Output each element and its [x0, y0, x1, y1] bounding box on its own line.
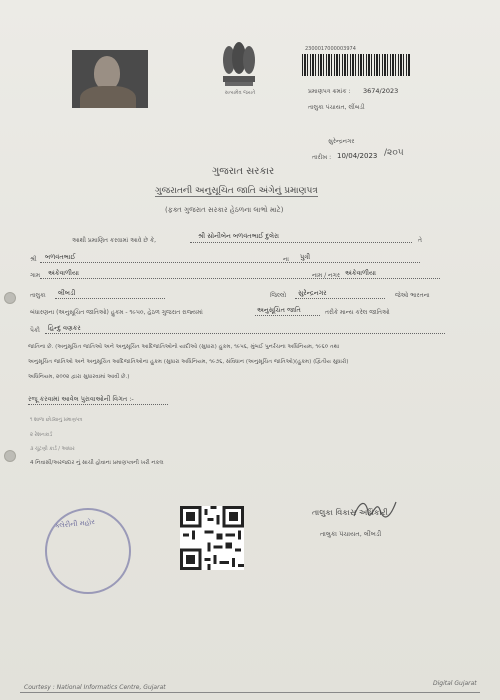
gov-title: ગુજરાત સરકાર	[212, 166, 275, 177]
village-label: ગામ	[30, 272, 41, 279]
caste-label: પૈકી	[30, 327, 40, 334]
paragraph-line: અધિનિયમ, ૨૦૦૨ દ્વારા સુધારવામાં આવી છે.)	[28, 374, 130, 380]
officer-office: તાલુકા પંચાયત, લીંબડી	[320, 530, 382, 538]
barcode-number: 2300017000003974	[305, 46, 356, 52]
date-value: 10/04/2023	[337, 152, 378, 160]
document-item: 4 નિવાસી/અરજદાર નું સાચી હોવાના પ્રમાણપત્રની ખરી નકલ	[30, 460, 164, 466]
name-suffix: તે	[418, 237, 422, 244]
legal-paragraph	[28, 340, 478, 385]
paragraph-line: અનુસૂચિત જાતિઓ અને અનુસૂચિત આદિજાતિઓના હુકમ (સુધારા અધિનિયમ, ૧૯૭૬, સંવિધાન (અનુસૂચિત જાતિઓ)(હુકમ) (દ્વિતીય સુધારો)	[28, 359, 349, 365]
relation-label: ના	[283, 256, 289, 263]
district-line	[295, 298, 385, 299]
document-item: ૧ શાળા છોડ્યાનું પ્રમાણપત્ર	[30, 417, 83, 423]
certificate-title: ગુજરાતની અનુસૂચિત જાતિ અંગેનું પ્રમાણપત્ર	[155, 186, 318, 196]
barcode	[302, 54, 410, 76]
district-value: સુરેન્દ્રનગર	[298, 289, 327, 297]
village-value: અંકેવાળીયા	[48, 269, 79, 277]
footer-brand: Digital Gujarat	[433, 680, 477, 687]
order-suffix: તરીકે માન્ય કરેલ જાતિઓ	[325, 309, 390, 316]
caste-line	[45, 333, 445, 334]
caste-value: હિન્દુ વણકર	[48, 324, 81, 332]
cert-no-value: 3674/2023	[363, 87, 399, 95]
document-item: ૨ રેશનકાર્ડ	[30, 432, 53, 438]
order-text: બંધારણના (અનુસૂચિત જાતિઓ) હુકમ - ૧૯૫૦, હેઠળ ગુજરાત રાજ્યમાં	[30, 309, 203, 316]
town-label: નામ / નગર	[312, 272, 340, 279]
paragraph-line: જાતિના છે. (અનુસૂચિત જાતિઓ અને અનુસૂચિત આદિજાતિઓનો યાદીઓ (સુધારા) હુકમ, ૧૯૫૬, મુંબઈ પુનર્રચના અધિનિયમ, ૧૯૬૦ તથા	[28, 344, 340, 350]
place-label: સુરેન્દ્રનગર	[328, 138, 355, 145]
punch-hole	[4, 292, 16, 304]
taluka-value: લીંબડી	[58, 289, 76, 297]
date-handwritten: /૨૦૫	[384, 148, 404, 158]
state-emblem-icon	[217, 38, 261, 90]
name-line	[190, 242, 412, 243]
emblem-caption: સત્યમેવ જયતે	[224, 90, 256, 96]
cert-no-label: પ્રમાણપત્ર ક્રમાંક :	[308, 88, 351, 95]
name-label: આથી પ્રમાણિત કરવામાં આવે છે કે,	[72, 237, 157, 244]
stamp-text: ક્લેરીની મહોર	[54, 517, 96, 531]
name-value: શ્રી સોનીબેન બળવંતભાઈ દુલેરા	[198, 232, 279, 240]
qr-code	[180, 506, 244, 570]
father-line	[40, 262, 420, 263]
office-name: તાલુકા પંચાયત, લીંબડી	[308, 104, 365, 111]
punch-hole	[4, 450, 16, 462]
category-value: અનુસૂચિત જાતિ	[257, 306, 301, 314]
officer-title: તાલુકા વિકાસ અધિકારી	[312, 508, 388, 517]
father-label: શ્રી	[30, 256, 37, 263]
category-line	[255, 315, 320, 316]
taluka-line	[55, 298, 165, 299]
documents-underline	[28, 404, 168, 405]
footer-courtesy: Courtesy : National Informatics Centre, Gujarat	[24, 684, 166, 691]
relation-value: પુત્રી	[300, 253, 311, 261]
applicant-photo	[72, 50, 148, 108]
district-label: જિલ્લો	[270, 292, 287, 299]
state-label: જેઓ ભારતના	[395, 292, 430, 299]
footer-divider	[20, 692, 480, 693]
village-line	[40, 278, 440, 279]
documents-heading: રજૂ કરવામાં આવેલ પુરાવાઓની વિગત :-	[28, 395, 134, 403]
taluka-label: તાલુકા	[30, 292, 46, 299]
document-item: ૩ ચૂંટણી કાર્ડ / આધાર	[30, 446, 75, 452]
date-label: તારીખ :	[312, 154, 332, 161]
certificate-subtitle: (ફક્ત ગુજરાત સરકાર હેઠળના લાભો માટે)	[165, 206, 284, 214]
town-value: અંકેવાળીયા	[345, 269, 376, 277]
father-value: બળવંતભાઈ	[45, 253, 76, 261]
